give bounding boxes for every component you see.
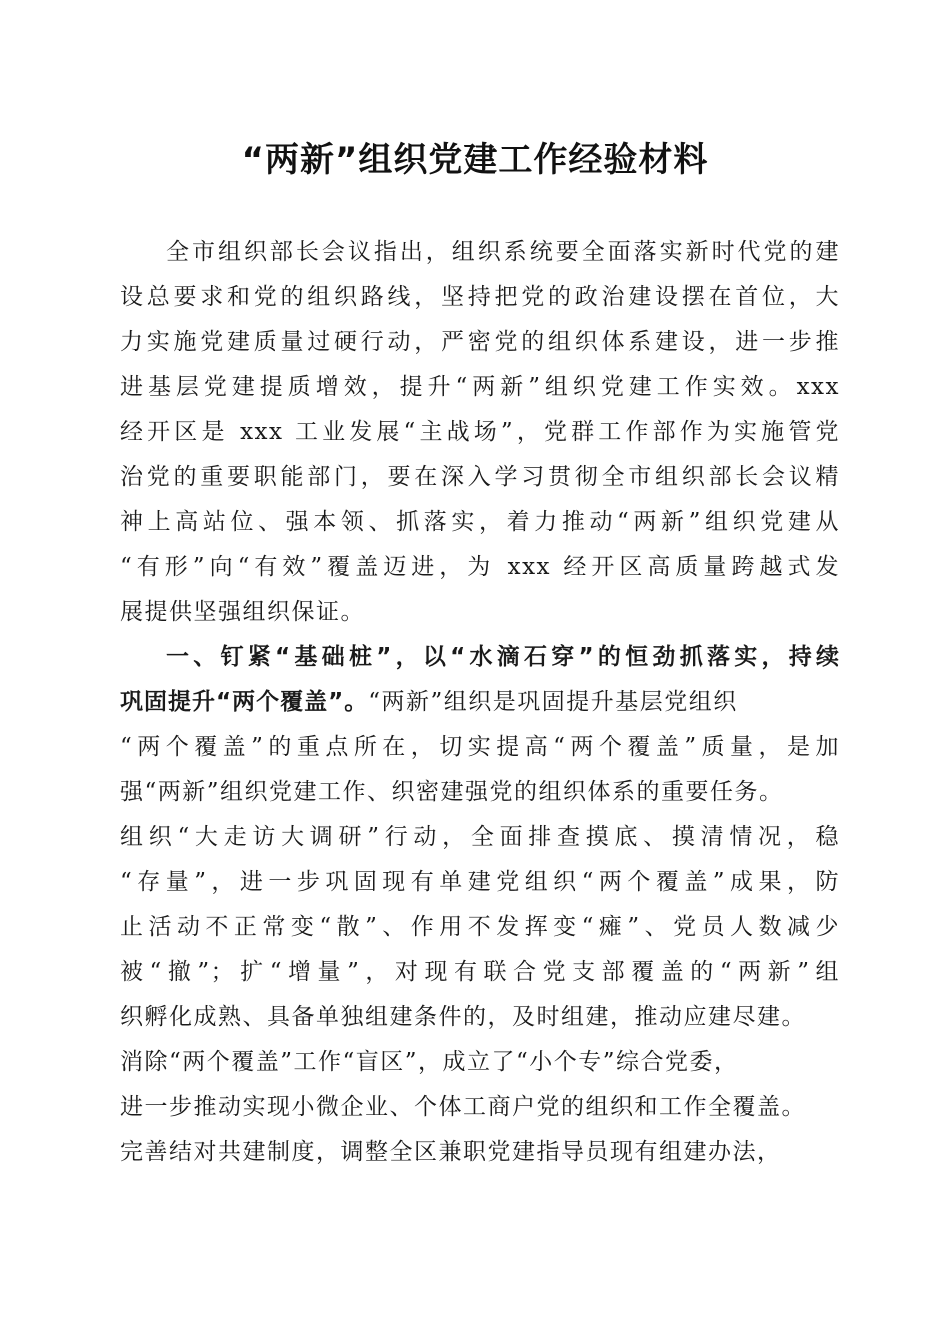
paragraph-line: 强“两新”组织党建工作、织密建强党的组织体系的重要任务。	[120, 779, 784, 805]
paragraph-line: “有形”向“有效”覆盖迈进，为 xxx 经开区高质量跨越式发	[120, 554, 840, 580]
paragraph-line: “存量”，进一步巩固现有单建党组织“两个覆盖”成果，防	[120, 869, 840, 895]
paragraph-line: 设总要求和党的组织路线，坚持把党的政治建设摆在首位，大	[120, 284, 840, 310]
paragraph-line: 神上高站位、强本领、抓落实，着力推动“两新”组织党建从	[120, 509, 840, 535]
section-body-start: “两新”组织是巩固提升基层党组织	[368, 689, 738, 715]
paragraph-line: 治党的重要职能部门，要在深入学习贯彻全市组织部长会议精	[120, 464, 840, 490]
paragraph-line: 组织“大走访大调研”行动，全面排查摸底、摸清情况，稳	[120, 824, 840, 850]
paragraph-line: 进一步推动实现小微企业、个体工商户党的组织和工作全覆盖。	[120, 1094, 806, 1120]
paragraph-line: 进基层党建提质增效，提升“两新”组织党建工作实效。xxx	[120, 374, 840, 400]
paragraph-line: 展提供坚强组织保证。	[120, 599, 365, 625]
paragraph-line: 消除“两个覆盖”工作“盲区”，成立了“小个专”综合党委，	[120, 1049, 739, 1075]
section-heading: 一、钉紧“基础桩”，以“水滴石穿”的恒劲抓落实，持续	[166, 644, 840, 670]
paragraph-line: 止活动不正常变“散”、作用不发挥变“瘫”、党员人数减少	[120, 914, 840, 940]
paragraph-line: 经开区是 xxx 工业发展“主战场”，党群工作部作为实施管党	[120, 419, 840, 445]
paragraph-line: 织孵化成熟、具备单独组建条件的，及时组建，推动应建尽建。	[120, 1004, 806, 1030]
paragraph-line: 被“撤”；扩“增量”，对现有联合党支部覆盖的“两新”组	[120, 959, 840, 985]
section-heading-continuation	[120, 680, 840, 725]
paragraph-line: 力实施党建质量过硬行动，严密党的组织体系建设，进一步推	[120, 329, 840, 355]
document-title: “两新”组织党建工作经验材料	[241, 140, 709, 180]
document-body	[120, 230, 840, 1175]
section-heading-tail: 巩固提升“两个覆盖”。	[120, 689, 369, 715]
paragraph-line: 完善结对共建制度，调整全区兼职党建指导员现有组建办法，	[120, 1139, 782, 1165]
paragraph-line: “两个覆盖”的重点所在，切实提高“两个覆盖”质量，是加	[120, 734, 840, 760]
paragraph-line: 全市组织部长会议指出，组织系统要全面落实新时代党的建	[166, 239, 840, 265]
